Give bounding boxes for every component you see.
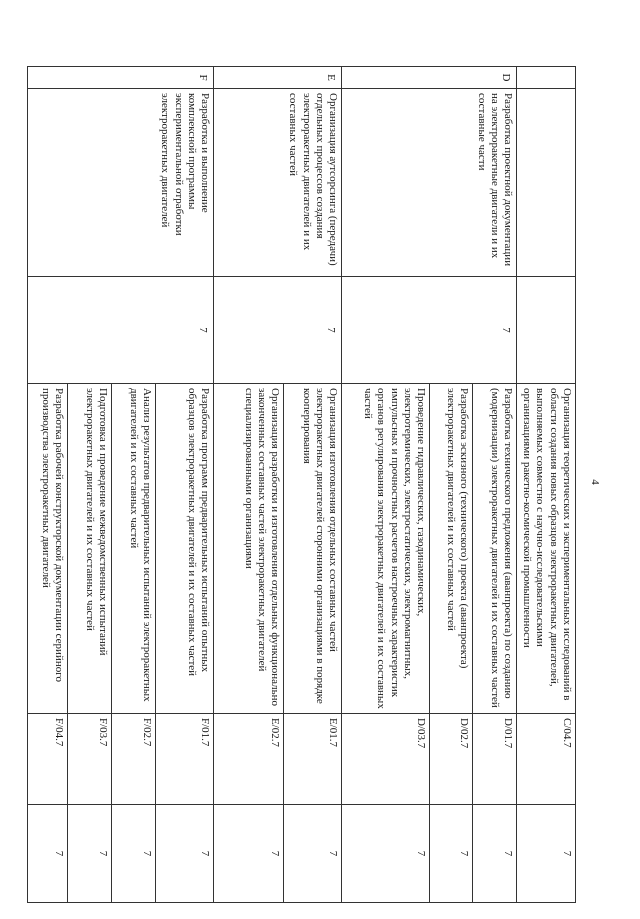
function-title-cell: Организация изготовления отдельных составных частей электроракетных двигателей сторонними организациями в порядке кооперирования <box>284 384 342 714</box>
function-code-cell: F/03.7 <box>68 714 112 805</box>
page-number: 4 <box>588 479 601 485</box>
function-title-cell: Разработка программ предварительных испытаний опытных образцов электроракетных двигателей и их составных частей <box>156 384 214 714</box>
table-row <box>473 67 517 903</box>
function-code-cell: D/01.7 <box>473 714 517 805</box>
function-level-cell: 7 <box>284 805 342 903</box>
generalized-level-cell: 7 <box>214 277 342 384</box>
function-code-cell: F/04.7 <box>28 714 68 805</box>
function-title-cell: Подготовка и проведение межведомственных испытаний электроракетных двигателей и их составных частей <box>68 384 112 714</box>
function-level-cell: 7 <box>28 805 68 903</box>
table-row <box>156 67 214 903</box>
function-level-cell: 7 <box>156 805 214 903</box>
generalized-code-cell: D <box>342 67 517 89</box>
function-level-cell: 7 <box>430 805 473 903</box>
generalized-name-cell <box>517 89 576 277</box>
function-code-cell: F/02.7 <box>112 714 156 805</box>
function-code-cell: D/03.7 <box>342 714 430 805</box>
functions-table <box>27 66 576 903</box>
function-level-cell: 7 <box>214 805 284 903</box>
function-title-cell: Разработка эскизного (технического) проекта (аванпроекта) электроракетных двигателей и их составных частей <box>430 384 473 714</box>
generalized-code-cell: E <box>214 67 342 89</box>
table-row <box>284 67 342 903</box>
function-code-cell: C/04.7 <box>517 714 576 805</box>
function-level-cell: 7 <box>517 805 576 903</box>
function-level-cell: 7 <box>473 805 517 903</box>
generalized-code-cell: F <box>28 67 214 89</box>
function-code-cell: E/01.7 <box>284 714 342 805</box>
generalized-level-cell <box>517 277 576 384</box>
table-row <box>517 67 576 903</box>
rotated-table-wrapper <box>39 66 576 902</box>
generalized-level-cell: 7 <box>28 277 214 384</box>
generalized-name-cell: Разработка и выполнение комплексной программы экспериментальной отработки электроракетных двигателей <box>28 89 214 277</box>
function-level-cell: 7 <box>112 805 156 903</box>
generalized-code-cell <box>517 67 576 89</box>
generalized-name-cell: Разработка проектной документации на электроракетные двигатели и их составные части <box>342 89 517 277</box>
function-code-cell: F/01.7 <box>156 714 214 805</box>
function-level-cell: 7 <box>68 805 112 903</box>
function-level-cell: 7 <box>342 805 430 903</box>
generalized-level-cell: 7 <box>342 277 517 384</box>
generalized-name-cell: Организация аутсорсинга (передачи) отдельных процессов создания электроракетных двигателей и их составных частей <box>214 89 342 277</box>
function-title-cell: Разработка технического предложения (аванпроекта) по созданию (модернизации) электроракетных двигателей и их составных частей <box>473 384 517 714</box>
function-title-cell: Организация разработки и изготовления отдельных функционально законченных составных частей электроракетных двигателей специализированными организациями <box>214 384 284 714</box>
function-title-cell: Анализ результатов предварительных испытаний электроракетных двигателей и их составных частей <box>112 384 156 714</box>
function-title-cell: Организация теоретических и экспериментальных исследований в области создания новых образцов электроракетных двигателей, выполняемых совместно с научно-исследовательскими организациями ракетно-космической промышленности <box>517 384 576 714</box>
function-title-cell: Проведение гидравлических, газодинамических, электротермических, электростатических, электромагнитных, импульсных и прочностных расчетов настроечных характеристик органов регулирования электроракетных двигателей и их составных частей <box>342 384 430 714</box>
function-title-cell: Разработка рабочей конструкторской документации серийного производства электроракетных двигателей <box>28 384 68 714</box>
function-code-cell: D/02.7 <box>430 714 473 805</box>
function-code-cell: E/02.7 <box>214 714 284 805</box>
